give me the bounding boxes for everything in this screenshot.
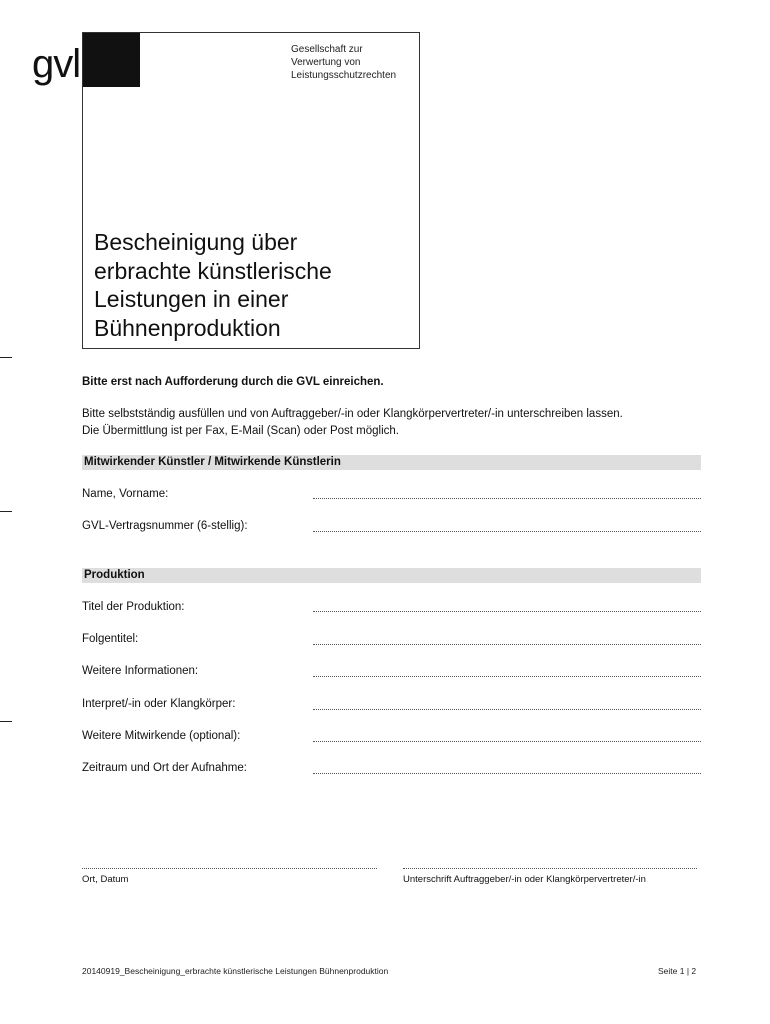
- field-input-further-info[interactable]: [313, 676, 701, 677]
- instructions: [82, 406, 722, 440]
- field-label-episode-title: Folgentitel:: [82, 633, 139, 645]
- field-label-contract-number: GVL-Vertragsnummer (6-stellig):: [82, 520, 248, 532]
- field-label-name: Name, Vorname:: [82, 488, 169, 500]
- signature-line-place-date[interactable]: [82, 868, 377, 869]
- gvl-logo: gvl: [32, 42, 81, 86]
- field-input-contract-number[interactable]: [313, 531, 701, 532]
- org-name-line: Verwertung von: [291, 57, 361, 68]
- document-title: [94, 228, 414, 342]
- section-heading-artist: Mitwirkender Künstler / Mitwirkende Künstlerin: [82, 455, 701, 470]
- instruction-line: Bitte selbstständig ausfüllen und von Auftraggeber/-in oder Klangkörpervertreter/-in unterschreiben lassen.: [82, 408, 623, 420]
- logo-block: [83, 33, 140, 87]
- footer-page-number: Seite 1 | 2: [658, 966, 697, 976]
- submission-notice: Bitte erst nach Aufforderung durch die GVL einreichen.: [82, 376, 384, 388]
- fold-mark: [0, 357, 12, 358]
- field-input-production-title[interactable]: [313, 611, 701, 612]
- fold-mark: [0, 721, 12, 722]
- field-input-other-participants[interactable]: [313, 741, 701, 742]
- title-line: Bühnenproduktion: [94, 314, 281, 341]
- field-input-performer[interactable]: [313, 709, 701, 710]
- field-input-episode-title[interactable]: [313, 644, 701, 645]
- signature-line-client[interactable]: [403, 868, 697, 869]
- title-line: erbrachte künstlerische: [94, 257, 332, 284]
- title-line: Leistungen in einer: [94, 286, 289, 312]
- punch-mark: [0, 511, 12, 512]
- footer-filename: 20140919_Bescheinigung_erbrachte künstlerische Leistungen Bühnenproduktion: [82, 966, 389, 976]
- title-line: Bescheinigung über: [94, 229, 298, 255]
- section-heading-production: Produktion: [82, 568, 701, 583]
- instruction-line: Die Übermittlung ist per Fax, E-Mail (Scan) oder Post möglich.: [82, 425, 399, 437]
- field-input-period-location[interactable]: [313, 773, 701, 774]
- org-name-line: Leistungsschutzrechten: [291, 70, 397, 81]
- caption-client-signature: Unterschrift Auftraggeber/-in oder Klangkörpervertreter/-in: [403, 874, 646, 885]
- field-label-performer: Interpret/-in oder Klangkörper:: [82, 698, 236, 710]
- organization-name: [291, 43, 416, 82]
- caption-place-date: Ort, Datum: [82, 874, 129, 885]
- org-name-line: Gesellschaft zur: [291, 44, 363, 55]
- field-label-period-location: Zeitraum und Ort der Aufnahme:: [82, 762, 247, 774]
- field-label-production-title: Titel der Produktion:: [82, 601, 185, 613]
- field-label-further-info: Weitere Informationen:: [82, 665, 199, 677]
- field-label-other-participants: Weitere Mitwirkende (optional):: [82, 730, 241, 742]
- field-input-name[interactable]: [313, 498, 701, 499]
